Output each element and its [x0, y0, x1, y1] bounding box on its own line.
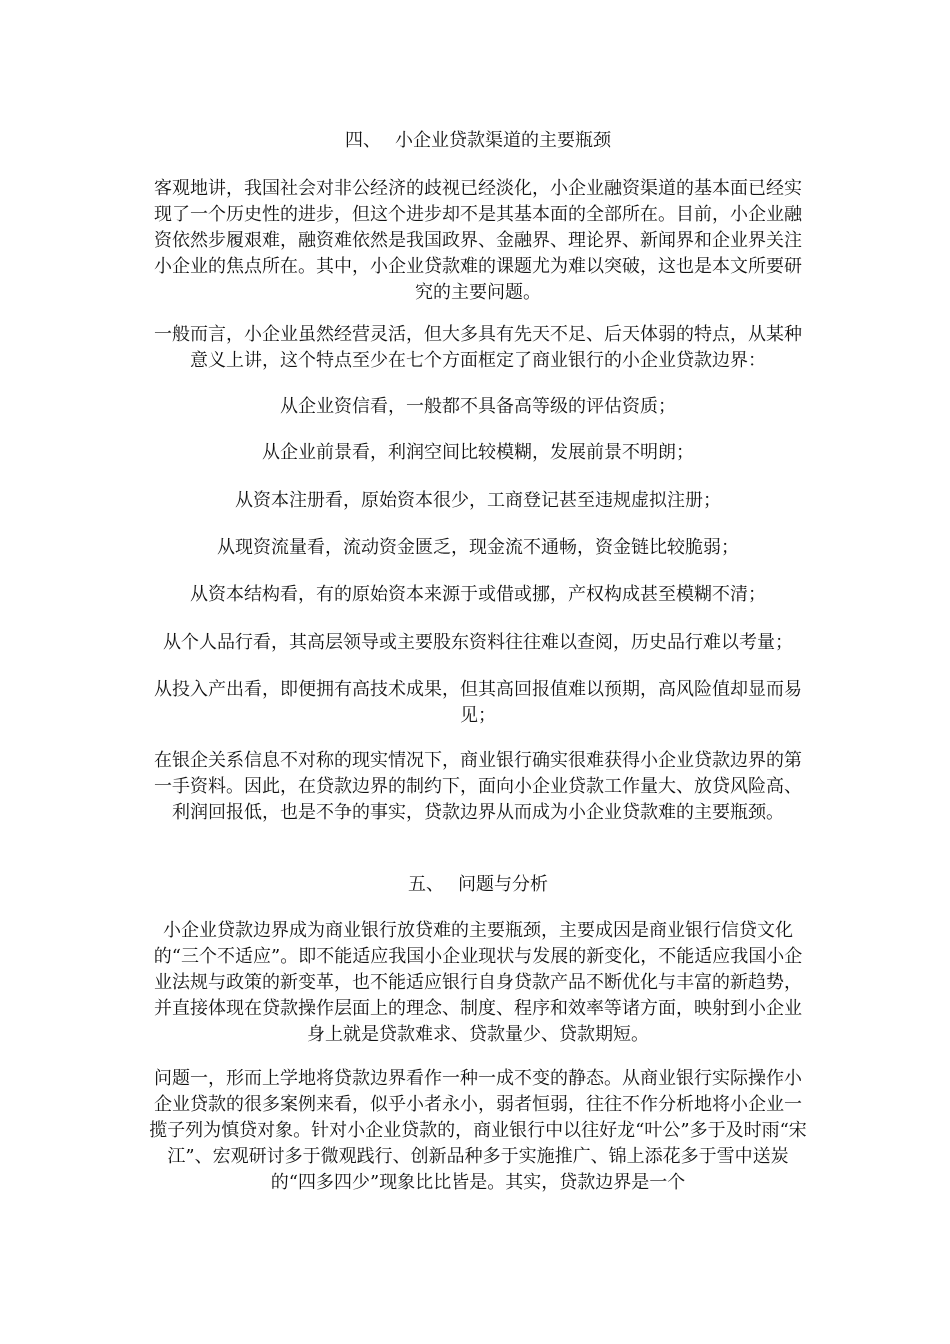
boundary-item: 从投入产出看，即便拥有高技术成果，但其高回报值难以预期，高风险值却显而易见；: [154, 679, 802, 726]
paragraph: 客观地讲，我国社会对非公经济的歧视已经淡化，小企业融资渠道的基本面已经实现了一个历史性的进步，但这个进步却不是其基本面的全部所在。目前，小企业融资依然步履艰难，融资难依然是我国政界、金融界、理论界、新闻界和企业界关注小企业的焦点所在。其中，小企业贷款难的课题尤为难以突破，这也是本文所要研究的主要问题。: [154, 178, 802, 303]
section-heading-4: [148, 128, 808, 154]
boundary-item: 从企业前景看，利润空间比较模糊，发展前景不明朗；: [262, 442, 694, 463]
boundary-item: 从企业资信看，一般都不具备高等级的评估资质；: [280, 396, 676, 417]
paragraph: 小企业贷款边界成为商业银行放贷难的主要瓶颈，主要成因是商业银行信贷文化的“三个不适应”。即不能适应我国小企业现状与发展的新变化，不能适应我国小企业法规与政策的新变革，也不能适应银行自身贷款产品不断优化与丰富的新趋势，并直接体现在贷款操作层面上的理念、制度、程序和效率等诸方面，映射到小企业身上就是贷款难求、贷款量少、贷款期短。: [153, 920, 803, 1045]
section-number: 五、: [408, 874, 444, 895]
section-number: 四、: [345, 130, 381, 151]
boundary-item: 从资本结构看，有的原始资本来源于或借或挪，产权构成甚至模糊不清；: [190, 584, 766, 605]
boundary-item: 从现资流量看，流动资金匮乏，现金流不通畅，资金链比较脆弱；: [217, 537, 739, 558]
section-title: 小企业贷款渠道的主要瓶颈: [395, 130, 611, 151]
paragraph: 问题一，形而上学地将贷款边界看作一种一成不变的静态。从商业银行实际操作小企业贷款的很多案例来看，似乎小者永小，弱者恒弱，往往不作分析地将小企业一揽子列为慎贷对象。针对小企业贷款的，商业银行中以往好龙“叶公”多于及时雨“宋江”、宏观研讨多于微观践行、创新品种多于实施推广、锦上添花多于雪中送炭的“四多四少”现象比比皆是。其实，贷款边界是一个: [149, 1068, 807, 1193]
boundary-item: 从个人品行看，其高层领导或主要股东资料往往难以查阅，历史品行难以考量；: [163, 632, 793, 653]
paragraph: 在银企关系信息不对称的现实情况下，商业银行确实很难获得小企业贷款边界的第一手资料。因此，在贷款边界的制约下，面向小企业贷款工作量大、放贷风险高、利润回报低，也是不争的事实，贷款边界从而成为小企业贷款难的主要瓶颈。: [154, 750, 802, 823]
boundary-item: 从资本注册看，原始资本很少，工商登记甚至违规虚拟注册；: [235, 490, 721, 511]
paragraph: 一般而言，小企业虽然经营灵活，但大多具有先天不足、后天体弱的特点，从某种意义上讲，这个特点至少在七个方面框定了商业银行的小企业贷款边界：: [154, 324, 802, 371]
section-title: 问题与分析: [458, 874, 548, 895]
section-heading-5: [148, 872, 808, 898]
